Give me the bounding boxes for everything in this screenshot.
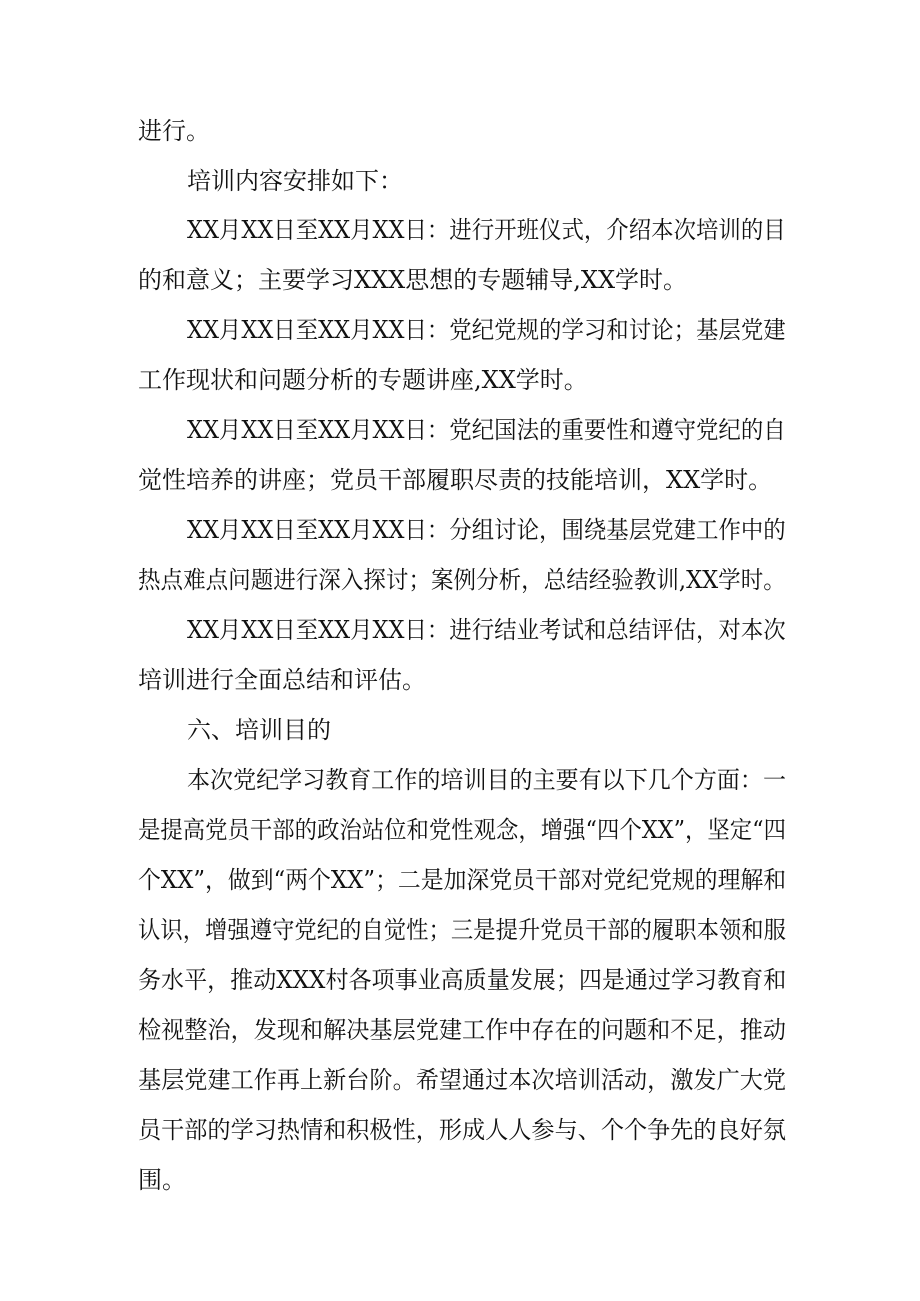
section-intro-line: 培训内容安排如下：: [187, 167, 403, 195]
purpose-paragraph-line-2: 是提高党员干部的政治站位和党性观念，增强“四个XX”，坚定“四: [138, 816, 787, 844]
purpose-paragraph-line-5: 务水平，推动XXX村各项事业高质量发展；四是通过学习教育和: [138, 966, 787, 994]
schedule-item-5-line-1: XX月XX日至XX月XX日：进行结业考试和总结评估，对本次: [187, 616, 786, 644]
schedule-item-1-line-1: XX月XX日至XX月XX日：进行开班仪式，介绍本次培训的目: [187, 216, 786, 244]
schedule-item-2-line-1: XX月XX日至XX月XX日：党纪党规的学习和讨论；基层党建: [187, 316, 786, 344]
text-line: 进行。: [138, 117, 210, 145]
section-heading: 六、培训目的: [187, 716, 331, 744]
purpose-paragraph-line-8: 员干部的学习热情和积极性，形成人人参与、个个争先的良好氛: [138, 1116, 787, 1144]
purpose-paragraph-line-6: 检视整治，发现和解决基层党建工作中存在的问题和不足，推动: [138, 1016, 787, 1044]
schedule-item-4-line-1: XX月XX日至XX月XX日：分组讨论，围绕基层党建工作中的: [187, 516, 786, 544]
purpose-paragraph-line-9: 围。: [138, 1166, 186, 1194]
schedule-item-2-line-2: 工作现状和问题分析的专题讲座,XX学时。: [138, 366, 588, 394]
purpose-paragraph-line-4: 认识，增强遵守党纪的自觉性；三是提升党员干部的履职本领和服: [138, 916, 786, 944]
purpose-paragraph-line-1: 本次党纪学习教育工作的培训目的主要有以下几个方面：一: [187, 766, 786, 794]
purpose-paragraph-line-3: 个XX”，做到“两个XX”；二是加深党员干部对党纪党规的理解和: [138, 866, 787, 894]
schedule-item-4-line-2: 热点难点问题进行深入探讨；案例分析，总结经验教训,XX学时。: [138, 566, 786, 594]
schedule-item-3-line-1: XX月XX日至XX月XX日：党纪国法的重要性和遵守党纪的自: [187, 416, 786, 444]
schedule-item-5-line-2: 培训进行全面总结和评估。: [138, 666, 426, 694]
purpose-paragraph-line-7: 基层党建工作再上新台阶。希望通过本次培训活动，激发广大党: [138, 1066, 787, 1094]
schedule-item-3-line-2: 觉性培养的讲座；党员干部履职尽责的技能培训，XX学时。: [138, 466, 773, 494]
schedule-item-1-line-2: 的和意义；主要学习XXX思想的专题辅导,XX学时。: [138, 266, 688, 294]
